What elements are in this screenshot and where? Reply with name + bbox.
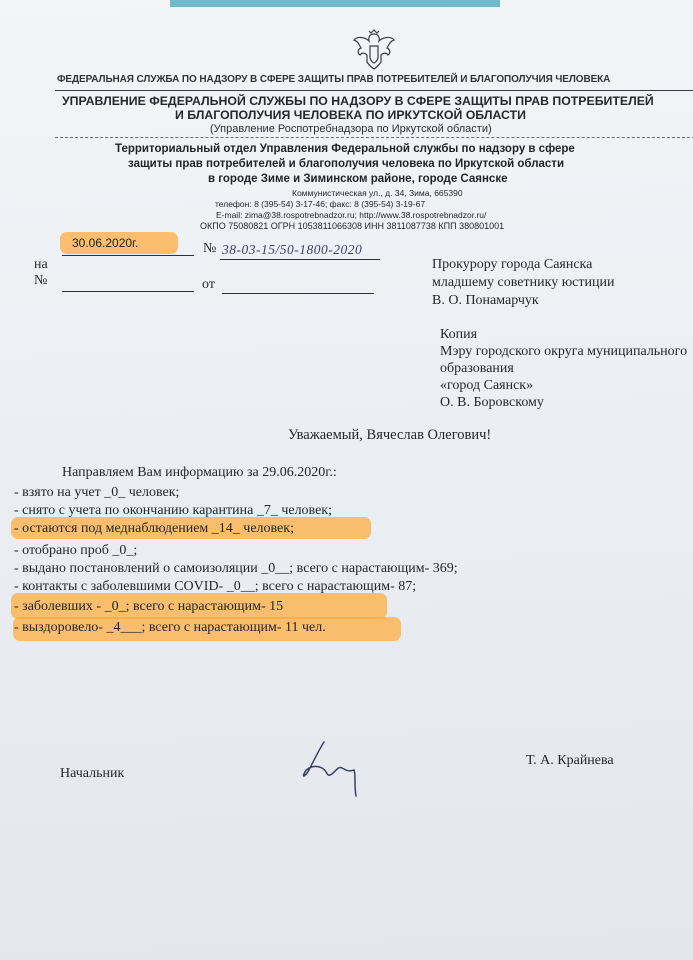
department-line-1: Территориальный отдел Управления Федеральной службы по надзору в сфере: [115, 143, 575, 155]
intro-line: Направляем Вам информацию за 29.06.2020г.:: [62, 465, 337, 480]
department-address: Коммунистическая ул., д. 34, Зима, 665390: [292, 188, 463, 198]
copy-line-3: «город Саянск»: [440, 378, 534, 393]
ot-label: от: [202, 277, 215, 292]
department-line-3: в городе Зиме и Зиминском районе, городе Саянске: [208, 173, 508, 185]
directorate-line-1: УПРАВЛЕНИЕ ФЕДЕРАЛЬНОЙ СЛУЖБЫ ПО НАДЗОРУ В СФЕРЕ ЗАЩИТЫ ПРАВ ПОТРЕБИТЕЛЕЙ: [62, 94, 654, 108]
salutation: Уважаемый, Вячеслав Олегович!: [288, 427, 492, 443]
list-item: - отобрано проб _0_;: [14, 543, 138, 558]
directorate-line-2: И БЛАГОПОЛУЧИЯ ЧЕЛОВЕКА ПО ИРКУТСКОЙ ОБЛАСТИ: [175, 108, 526, 122]
list-item: - взято на учет _0_ человек;: [14, 485, 180, 500]
header-rule: [55, 90, 693, 91]
recipient-line-3: В. О. Понамарчук: [432, 293, 539, 308]
recipient-line-2: младшему советнику юстиции: [432, 275, 615, 290]
outgoing-date: 30.06.2020г.: [72, 236, 139, 250]
number-underline: [220, 259, 380, 260]
top-edge-strip: [170, 0, 500, 7]
header-dashed-rule: [55, 137, 693, 138]
signer-position: Начальник: [60, 766, 125, 781]
incoming-date-line: [222, 293, 374, 294]
list-item: - снято с учета по окончанию карантина _7_ человек;: [14, 503, 332, 518]
department-phone: телефон: 8 (395-54) 3-17-46; факс: 8 (395-54) 3-19-67: [215, 199, 426, 209]
number-label: №: [203, 241, 217, 256]
federal-service-line: ФЕДЕРАЛЬНАЯ СЛУЖБА ПО НАДЗОРУ В СФЕРЕ ЗАЩИТЫ ПРАВ ПОТРЕБИТЕЛЕЙ И БЛАГОПОЛУЧИЯ ЧЕЛОВЕКА: [57, 74, 611, 85]
list-item: - выдано постановлений о самоизоляции _0__; всего с нарастающим- 369;: [14, 561, 458, 576]
recipient-line-1: Прокурору города Саянска: [432, 257, 593, 272]
list-item: - заболевших - _0_; всего с нарастающим- 15: [14, 599, 284, 614]
signature-icon: [292, 738, 376, 802]
copy-line-1: Мэру городского округа муниципального: [440, 344, 688, 359]
outgoing-number: 38-03-15/50-1800-2020: [222, 242, 363, 257]
department-email: E-mail: zima@38.rospotrebnadzor.ru; http://www.38.rospotrebnadzor.ru/: [216, 210, 487, 220]
incoming-number-line: [62, 291, 194, 292]
department-line-2: защиты прав потребителей и благополучия человека по Иркутской области: [128, 158, 565, 170]
copy-line-4: О. В. Боровскому: [440, 395, 544, 410]
list-item: - остаются под медн​аблюдением _14_ человек;: [14, 521, 294, 536]
date-underline: [62, 255, 194, 256]
copy-line-2: образования: [440, 361, 514, 376]
list-item: - выздоровело- _4___; всего с нарастающим- 11 чел.: [14, 620, 326, 635]
coat-of-arms-icon: [349, 28, 399, 72]
na-label: на: [34, 257, 48, 272]
incoming-number-label: №: [34, 273, 48, 288]
department-registration-codes: ОКПО 75080821 ОГРН 1053811066308 ИНН 3811087738 КПП 380801001: [200, 221, 505, 231]
signer-name: Т. А. Крайнева: [526, 753, 614, 768]
copy-label: Копия: [440, 327, 478, 342]
list-item: - контакты с заболевшими COVID- _0__; всего с нарастающим- 87;: [14, 579, 417, 594]
directorate-short-name: (Управление Роспотребнадзора по Иркутской области): [210, 123, 492, 135]
